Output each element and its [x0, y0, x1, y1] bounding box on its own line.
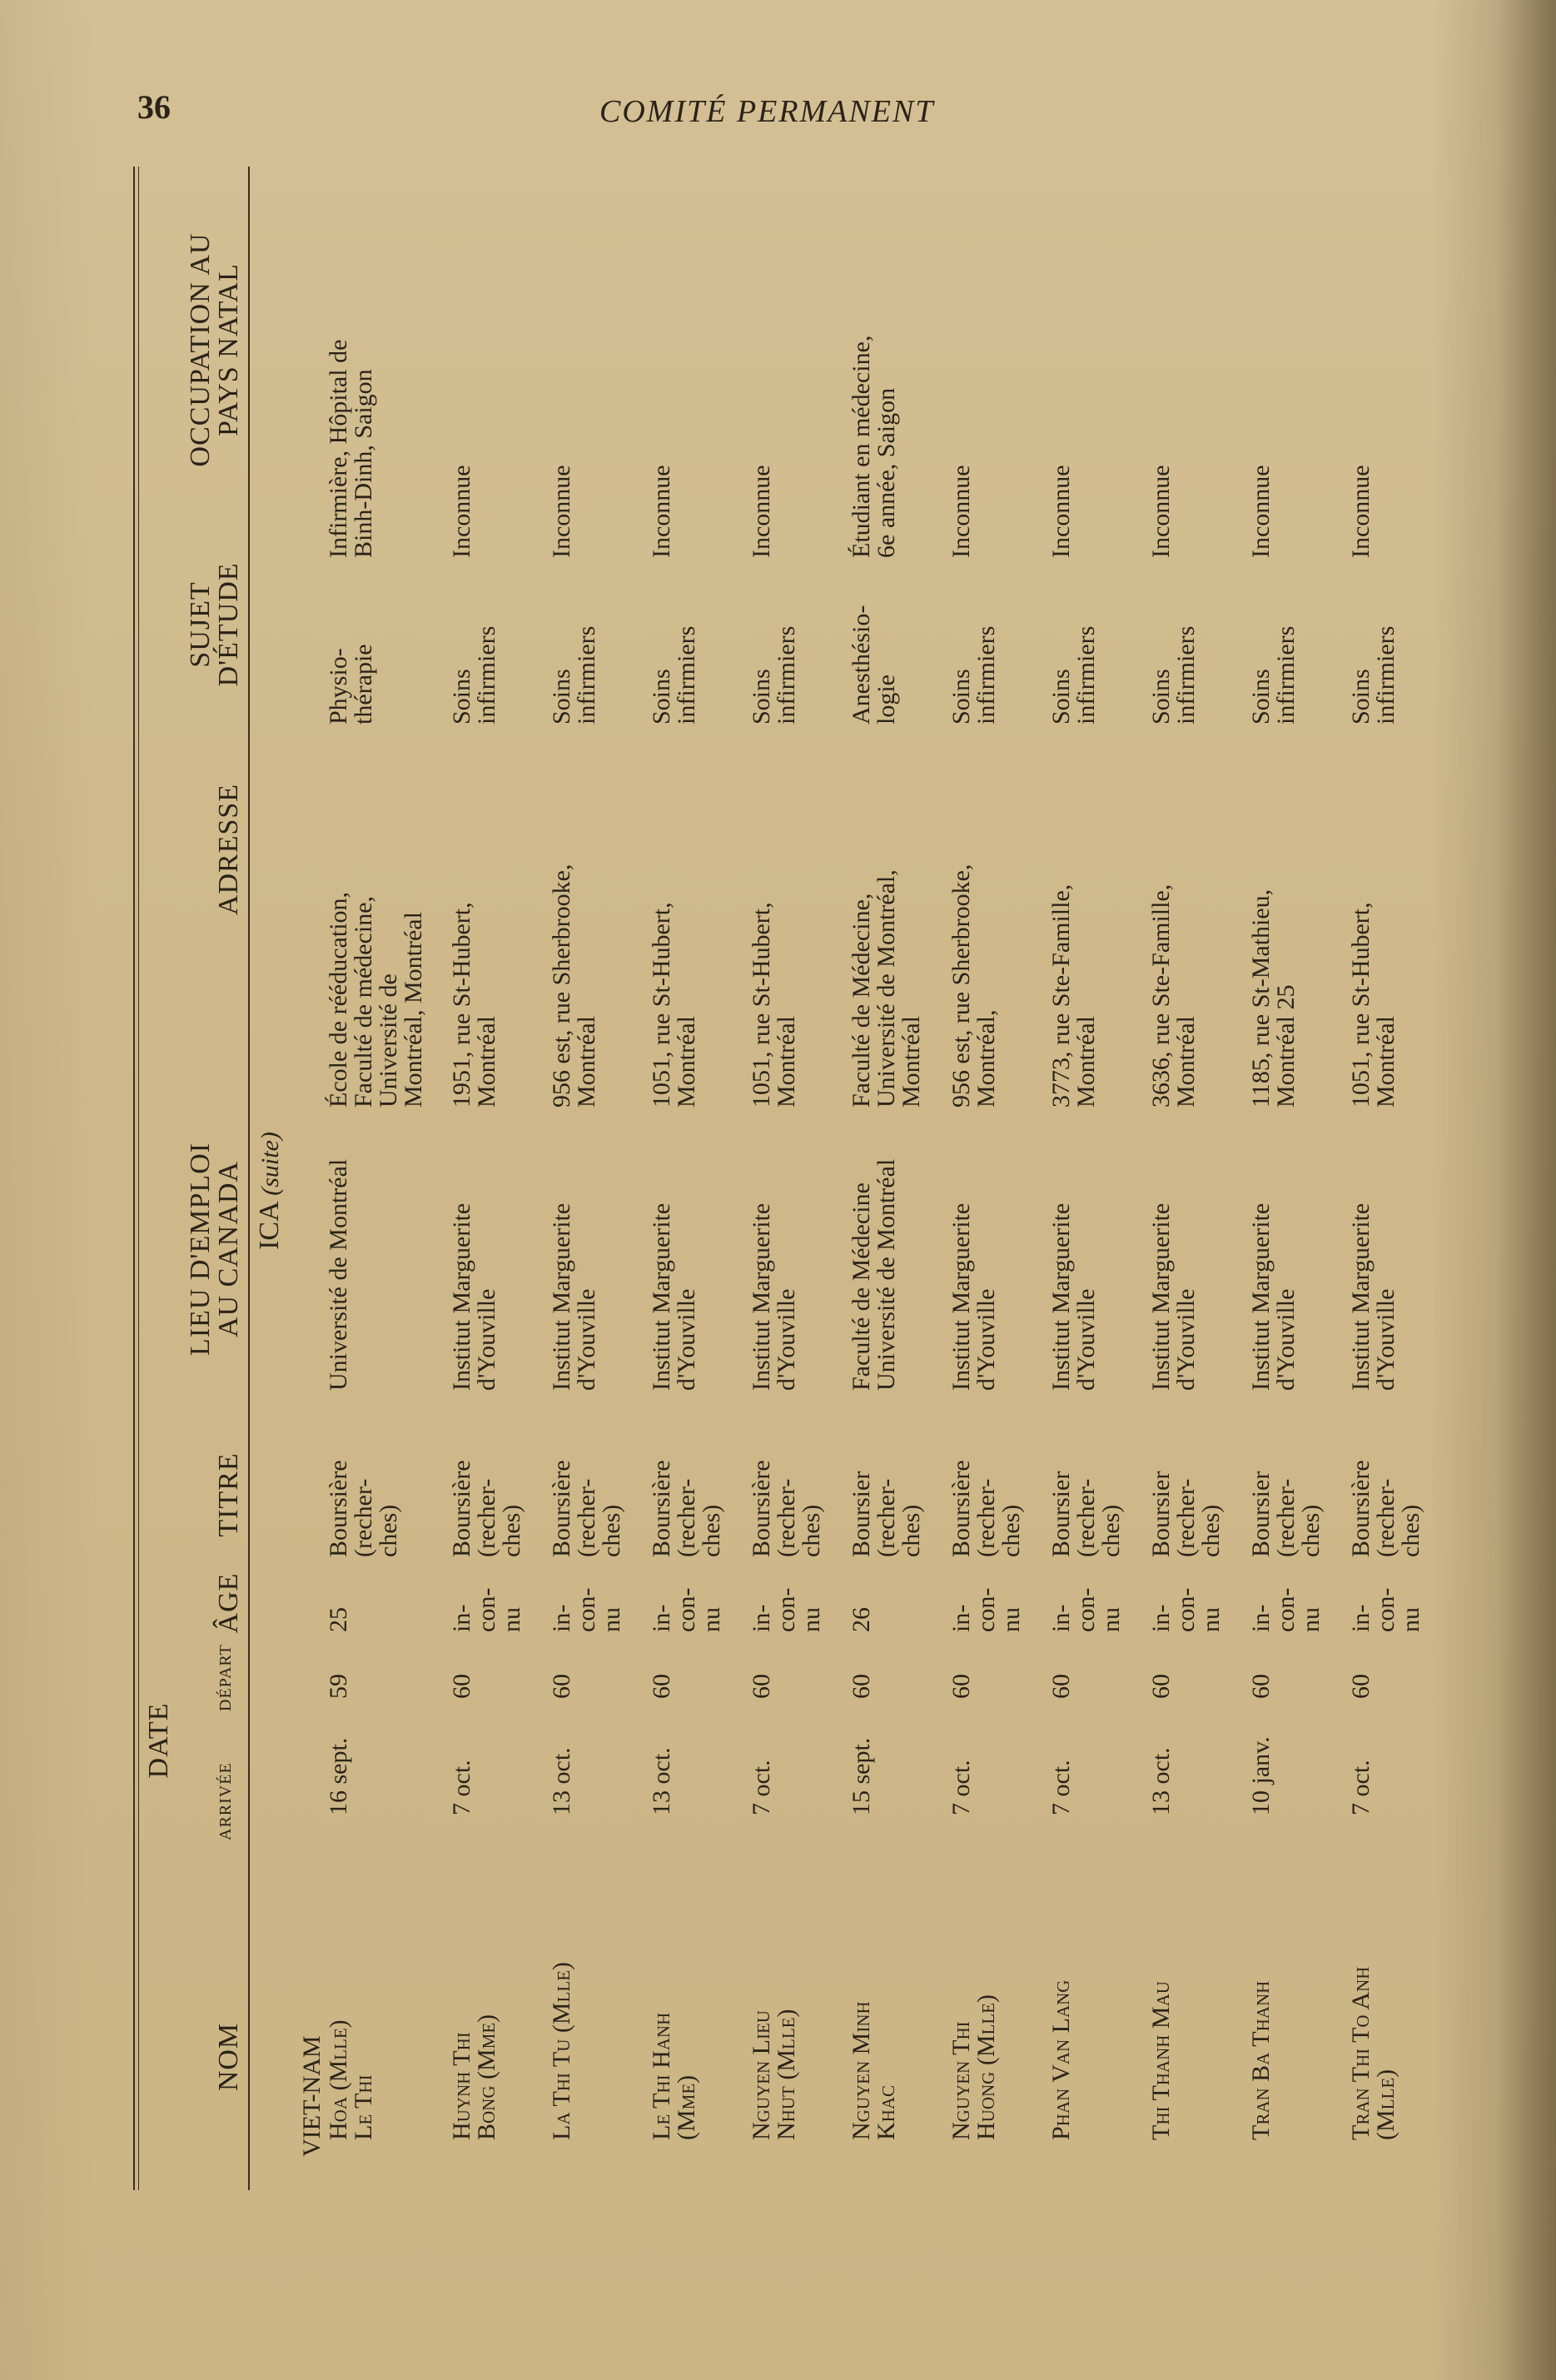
- cell-arrivee: 7 oct.: [448, 1760, 475, 1815]
- cell-nom: Nguyen Thi Huong (Mlle): [947, 1994, 1000, 2140]
- cell-age: in- con- nu: [548, 1587, 625, 1632]
- cell-lieu: Faculté de Médecine Université de Montréal: [848, 1158, 900, 1391]
- header-age-label: ÂGE: [213, 1572, 244, 1634]
- cell-age: in- con- nu: [1247, 1587, 1325, 1632]
- cell-nom: Tran Ba Thanh: [1247, 1980, 1275, 2140]
- cell-titre: Boursière (recher- ches): [648, 1460, 725, 1557]
- cell-lieu: Institut Marguerite d'Youville: [548, 1202, 600, 1391]
- cell-nom: La Thi Tu (Mlle): [548, 1961, 575, 2140]
- cell-occupation: Inconnue: [1047, 465, 1075, 558]
- cell-depart: 60: [648, 1674, 675, 1699]
- cell-depart: 60: [1047, 1674, 1075, 1699]
- cell-occupation: Inconnue: [548, 465, 575, 558]
- cell-titre: Boursière (recher- ches): [448, 1460, 525, 1557]
- cell-age: 26: [848, 1607, 875, 1632]
- cell-depart: 60: [1347, 1674, 1375, 1699]
- cell-nom: Le Thi Hanh (Mme): [648, 2012, 700, 2140]
- cell-sujet: Soins infirmiers: [648, 625, 700, 724]
- cell-lieu: Institut Marguerite d'Youville: [1247, 1202, 1300, 1391]
- cell-lieu: Institut Marguerite d'Youville: [448, 1202, 500, 1391]
- running-head: COMITÉ PERMANENT: [599, 94, 935, 129]
- cell-adresse: 3636, rue Ste-Famille, Montréal: [1147, 884, 1200, 1108]
- cell-age: in- con- nu: [1347, 1587, 1424, 1632]
- cell-arrivee: 10 janv.: [1247, 1736, 1275, 1815]
- section-title-text: ICA: [254, 1202, 285, 1250]
- cell-age: in- con- nu: [648, 1587, 725, 1632]
- header-nom-label: NOM: [213, 2022, 244, 2092]
- cell-age: in- con- nu: [1047, 1587, 1125, 1632]
- header-adresse-label: ADRESSE: [213, 783, 244, 916]
- cell-age: 25: [325, 1607, 352, 1632]
- cell-depart: 59: [325, 1674, 352, 1699]
- header-date-label: DATE: [143, 1702, 174, 1779]
- cell-lieu: Institut Marguerite d'Youville: [947, 1202, 1000, 1391]
- cell-depart: 60: [947, 1674, 975, 1699]
- cell-arrivee: 7 oct.: [1047, 1760, 1075, 1815]
- cell-titre: Boursière (recher- ches): [1347, 1460, 1424, 1557]
- cell-titre: Boursier (recher- ches): [848, 1471, 925, 1557]
- cell-titre: Boursier (recher- ches): [1047, 1471, 1125, 1557]
- cell-adresse: 1051, rue St-Hubert, Montréal: [748, 902, 800, 1108]
- cell-titre: Boursier (recher- ches): [1247, 1471, 1325, 1557]
- cell-depart: 60: [1147, 1674, 1175, 1699]
- table-rows: [133, 167, 1465, 2190]
- cell-occupation: Inconnue: [947, 465, 975, 558]
- cell-sujet: Soins infirmiers: [1347, 625, 1399, 724]
- cell-sujet: Soins infirmiers: [548, 625, 600, 724]
- cell-titre: Boursière (recher- ches): [748, 1460, 825, 1557]
- cell-occupation: Inconnue: [648, 465, 675, 558]
- country-label: VIET-NAM: [298, 2035, 326, 2157]
- cell-arrivee: 7 oct.: [947, 1760, 975, 1815]
- cell-titre: Boursière (recher- ches): [947, 1460, 1025, 1557]
- cell-sujet: Soins infirmiers: [1047, 625, 1100, 724]
- cell-arrivee: 13 oct.: [1147, 1747, 1175, 1815]
- cell-adresse: 956 est, rue Sherbrooke, Montréal,: [947, 864, 1000, 1108]
- cell-arrivee: 7 oct.: [1347, 1760, 1375, 1815]
- cell-nom: Phan Van Lang: [1047, 1979, 1075, 2140]
- cell-occupation: Inconnue: [1247, 465, 1275, 558]
- cell-occupation: Inconnue: [448, 465, 475, 558]
- cell-adresse: École de rééducation, Faculté de médecine, Université de Montréal, Montréal: [325, 891, 427, 1108]
- cell-lieu: Institut Marguerite d'Youville: [1047, 1202, 1100, 1391]
- header-date-arrivee: ARRIVÉE: [216, 1762, 235, 1840]
- page-number: 36: [137, 88, 171, 126]
- cell-nom: Nguyen Minh Khac: [848, 2001, 900, 2140]
- cell-depart: 60: [548, 1674, 575, 1699]
- cell-occupation: Infirmière, Hôpital de Binh-Dinh, Saigon: [325, 339, 377, 558]
- cell-depart: 60: [1247, 1674, 1275, 1699]
- cell-adresse: 956 est, rue Sherbrooke, Montréal: [548, 864, 600, 1108]
- cell-sujet: Anesthésio- logie: [848, 605, 900, 724]
- section-title-suffix: (suite): [256, 1132, 284, 1196]
- cell-adresse: 1051, rue St-Hubert, Montréal: [648, 902, 700, 1108]
- header-occupation-label: OCCUPATION AU PAYS NATAL: [185, 232, 244, 467]
- cell-occupation: Inconnue: [1147, 465, 1175, 558]
- cell-depart: 60: [448, 1674, 475, 1699]
- cell-sujet: Soins infirmiers: [1147, 625, 1200, 724]
- header-date-depart: DÉPART: [216, 1644, 235, 1711]
- cell-occupation: Inconnue: [1347, 465, 1375, 558]
- cell-sujet: Soins infirmiers: [748, 625, 800, 724]
- cell-sujet: Soins infirmiers: [448, 625, 500, 724]
- cell-age: in- con- nu: [748, 1587, 825, 1632]
- cell-lieu: Université de Montréal: [325, 1158, 352, 1391]
- cell-lieu: Institut Marguerite d'Youville: [748, 1202, 800, 1391]
- cell-depart: 60: [748, 1674, 775, 1699]
- cell-nom: Hoa (Mlle) Le Thi: [325, 2019, 377, 2140]
- cell-sujet: Soins infirmiers: [1247, 625, 1300, 724]
- cell-adresse: Faculté de Médecine, Université de Montréal, Montréal: [848, 869, 925, 1108]
- cell-arrivee: 7 oct.: [748, 1760, 775, 1815]
- cell-adresse: 1185, rue St-Mathieu, Montréal 25: [1247, 889, 1300, 1108]
- rotated-table-frame: [133, 167, 1465, 2190]
- cell-nom: Tran Thi To Anh (Mlle): [1347, 1966, 1399, 2140]
- cell-sujet: Soins infirmiers: [947, 625, 1000, 724]
- cell-age: in- con- nu: [448, 1587, 525, 1632]
- cell-adresse: 3773, rue Ste-Famille, Montréal: [1047, 884, 1100, 1108]
- cell-age: in- con- nu: [947, 1587, 1025, 1632]
- cell-nom: Huynh Thi Bong (Mme): [448, 2014, 500, 2140]
- cell-occupation: Étudiant en médecine, 6e année, Saigon: [848, 335, 900, 558]
- cell-adresse: 1951, rue St-Hubert, Montréal: [448, 902, 500, 1108]
- cell-age: in- con- nu: [1147, 1587, 1225, 1632]
- cell-lieu: Institut Marguerite d'Youville: [1147, 1202, 1200, 1391]
- cell-arrivee: 16 sept.: [325, 1737, 352, 1815]
- cell-occupation: Inconnue: [748, 465, 775, 558]
- cell-sujet: Physio- thérapie: [325, 644, 377, 724]
- cell-nom: Nguyen Lieu Nhut (Mlle): [748, 2009, 800, 2140]
- cell-lieu: Institut Marguerite d'Youville: [648, 1202, 700, 1391]
- cell-lieu: Institut Marguerite d'Youville: [1347, 1202, 1399, 1391]
- fellowship-table: [133, 167, 1465, 2190]
- header-lieu-label: LIEU D'EMPLOI AU CANADA: [185, 1142, 244, 1357]
- cell-arrivee: 13 oct.: [548, 1747, 575, 1815]
- page-edge-shadow: [1498, 0, 1556, 2380]
- cell-arrivee: 15 sept.: [848, 1737, 875, 1815]
- cell-titre: Boursier (recher- ches): [1147, 1471, 1225, 1557]
- cell-depart: 60: [848, 1674, 875, 1699]
- cell-titre: Boursière (recher- ches): [548, 1460, 625, 1557]
- cell-arrivee: 13 oct.: [648, 1747, 675, 1815]
- cell-nom: Thi Thanh Mau: [1147, 1981, 1175, 2140]
- header-titre-label: TITRE: [213, 1452, 244, 1537]
- header-sujet-label: SUJET D'ÉTUDE: [185, 562, 244, 687]
- cell-adresse: 1051, rue St-Hubert, Montréal: [1347, 902, 1399, 1108]
- cell-titre: Boursière (recher- ches): [325, 1460, 402, 1557]
